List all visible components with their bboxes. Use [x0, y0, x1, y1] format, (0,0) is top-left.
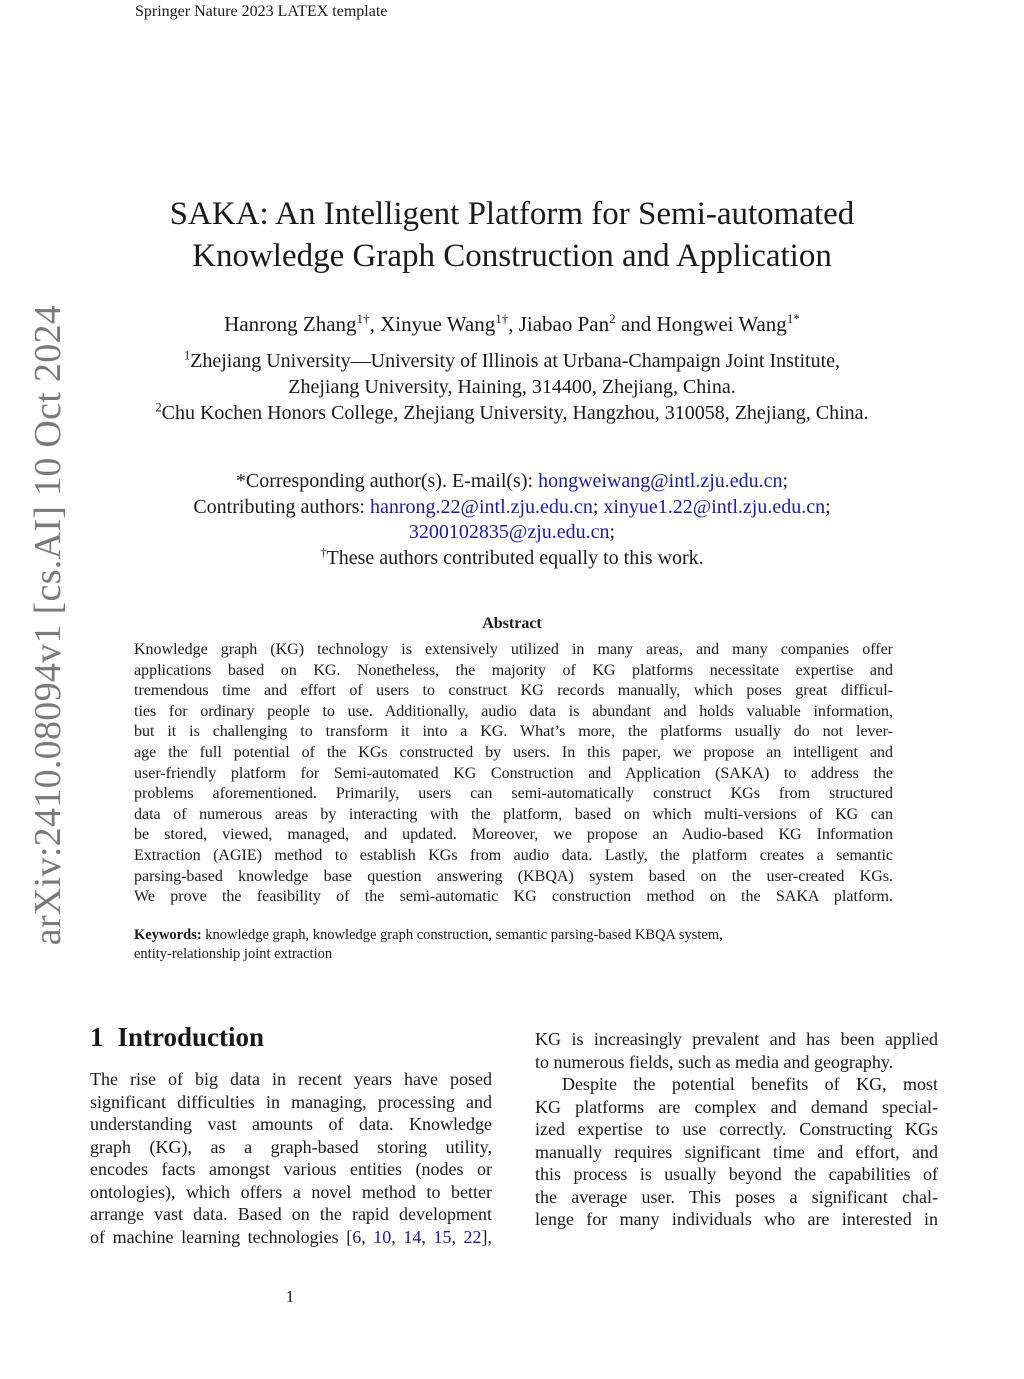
affiliation-1: $^1$Zhejiang University—University of Illinois at Urbana-Champaign Joint Institute, — [183, 348, 841, 372]
author-name: Hanrong Zhang — [224, 312, 357, 336]
body-line: arrange vast data. Based on the rapid development — [90, 1204, 492, 1224]
abstract-line: tremendous time and effort of users to construct KG records manually, which poses great difficul- — [134, 682, 893, 700]
contributor-email-link[interactable]: 3200102835@zju.edu.cn — [408, 521, 610, 543]
dagger-mark: † — [320, 544, 327, 559]
abstract-line: user-friendly platform for Semi-automated KG Construction and Application (SAKA) to address the — [134, 764, 893, 782]
affiliation-number: 1 — [183, 348, 191, 363]
author-affiliation-mark: 2 — [609, 311, 616, 326]
affiliation-2: $^2$Chu Kochen Honors College, Zhejiang University, Hangzhou, 310058, Zhejiang, China. — [155, 400, 869, 424]
affiliations — [0, 348, 1024, 426]
contributing-authors-row-2: 3200102835@zju.edu.cn; — [408, 521, 616, 543]
author-separator: , — [369, 312, 381, 336]
body-line: encodes facts amongst various entities (nodes or — [90, 1159, 492, 1179]
abstract-line: Extraction (AGIE) method to establish KGs from audio data. Lastly, the platform creates a semantic — [134, 846, 893, 864]
contributor-email-link[interactable]: hanrong.22@intl.zju.edu.cn — [370, 495, 593, 518]
abstract-heading: Abstract — [482, 615, 542, 632]
contributing-authors-row: Contributing authors: hanrong.22@intl.zju.edu.cn; xinyue1.22@intl.zju.edu.cn; — [193, 495, 831, 518]
running-header: Springer Nature 2023 LATEX template — [135, 3, 388, 20]
body-line: this process is usually beyond the capabilities of — [535, 1164, 938, 1184]
author-list — [0, 310, 1024, 338]
citation-link[interactable]: 14 — [403, 1226, 422, 1247]
abstract-line: applications based on KG. Nonetheless, the majority of KG platforms necessitate expertise and — [134, 661, 893, 679]
abstract-line: We prove the feasibility of the semi-automatic KG construction method on the SAKA platform. — [134, 888, 893, 906]
keywords-line-2: entity-relationship joint extraction — [134, 945, 333, 962]
keywords-block — [134, 926, 893, 963]
keywords-line-1: knowledge graph, knowledge graph construction, semantic parsing-based KBQA system, — [201, 927, 723, 943]
author-affiliation-mark: 1† — [356, 311, 370, 326]
author-name: Jiabao Pan — [518, 312, 610, 336]
correspondence-block — [0, 469, 1024, 571]
right-column-text — [535, 1028, 938, 1231]
body-line: KG platforms are complex and demand special- — [535, 1096, 938, 1117]
section-number: 1 — [90, 1022, 104, 1052]
citation-link[interactable]: 10 — [373, 1226, 392, 1247]
author-separator: , — [508, 312, 519, 336]
section-title: Introduction — [117, 1022, 265, 1052]
page-number: 1 — [285, 1287, 295, 1306]
affiliation-number: 2 — [155, 400, 162, 415]
body-line: The rise of big data in recent years have posed — [90, 1069, 492, 1089]
body-line: Despite the potential benefits of KG, most — [562, 1074, 938, 1094]
abstract-text — [134, 640, 893, 908]
author-separator: and — [615, 312, 657, 336]
affiliation-1-line-2: Zhejiang University, Haining, 314400, Zhejiang, China. — [288, 376, 736, 398]
title-line-2: Knowledge Graph Construction and Application — [192, 238, 832, 274]
left-column-text — [90, 1068, 492, 1248]
author-name: Hongwei Wang — [656, 312, 787, 336]
author-affiliation-mark: 1† — [495, 311, 509, 326]
abstract-line: ties for ordinary people to use. Additionally, audio data is abundant and holds valuable information, — [134, 702, 893, 720]
author-affiliation-mark: 1* — [786, 311, 800, 326]
body-line: manually requires significant time and effort, and — [535, 1141, 938, 1162]
body-line: ontologies), which offers a novel method to better — [90, 1181, 492, 1202]
body-line: graph (KG), as a graph-based storing utility, — [90, 1136, 492, 1157]
equal-contribution-note: †These authors contributed equally to this work. — [320, 544, 704, 569]
abstract-line: data of numerous areas by interacting with the platform, based on which multi-versions of KG can — [134, 805, 893, 823]
arxiv-identifier-stamp: arXiv:2410.08094v1 [cs.AI] 10 Oct 2024 — [27, 304, 69, 946]
citation-link[interactable]: 15 — [433, 1226, 452, 1247]
body-line: significant difficulties in managing, processing and — [90, 1091, 492, 1112]
body-line: the average user. This poses a significant chal- — [535, 1186, 938, 1207]
paper-title — [0, 193, 1024, 277]
abstract-line: parsing-based knowledge base question answering (KBQA) system based on the user-created KGs. — [134, 867, 893, 885]
body-line: KG is increasingly prevalent and has been applied — [535, 1029, 938, 1049]
author-name: Xinyue Wang — [380, 312, 496, 336]
citation-link[interactable]: 6 — [352, 1226, 362, 1247]
section-heading-introduction — [90, 1020, 264, 1054]
corresponding-email-link[interactable]: hongweiwang@intl.zju.edu.cn — [538, 470, 783, 492]
keywords-label: Keywords: — [134, 927, 202, 943]
title-line-1: SAKA: An Intelligent Platform for Semi-automated — [169, 196, 855, 232]
body-line: understanding vast amounts of data. Knowledge — [90, 1114, 492, 1134]
abstract-line: problems aforementioned. Primarily, users can semi-automatically construct KGs from structured — [134, 785, 893, 803]
abstract-line: but it is challenging to transform it into a KG. What’s more, the platforms usually do not lever- — [134, 723, 893, 741]
abstract-line: age the full potential of the KGs constructed by users. In this paper, we propose an intelligent and — [134, 743, 893, 761]
body-line: lenge for many individuals who are interested in — [535, 1209, 938, 1229]
citation-link[interactable]: 22 — [463, 1226, 482, 1247]
body-line: ized expertise to use correctly. Constructing KGs — [535, 1119, 938, 1139]
abstract-line: be stored, viewed, managed, and updated. Moreover, we propose an Audio-based KG Information — [134, 826, 893, 844]
corresponding-author-row: *Corresponding author(s). E-mail(s): hongweiwang@intl.zju.edu.cn; — [235, 470, 789, 492]
abstract-line: Knowledge graph (KG) technology is extensively utilized in many areas, and many companies offer — [134, 641, 893, 658]
body-line-with-citations: of machine learning technologies [6, 10, 14, 15, 22], — [90, 1226, 493, 1247]
contributor-email-link[interactable]: xinyue1.22@intl.zju.edu.cn — [603, 495, 826, 518]
body-line: to numerous fields, such as media and geography. — [535, 1051, 894, 1072]
